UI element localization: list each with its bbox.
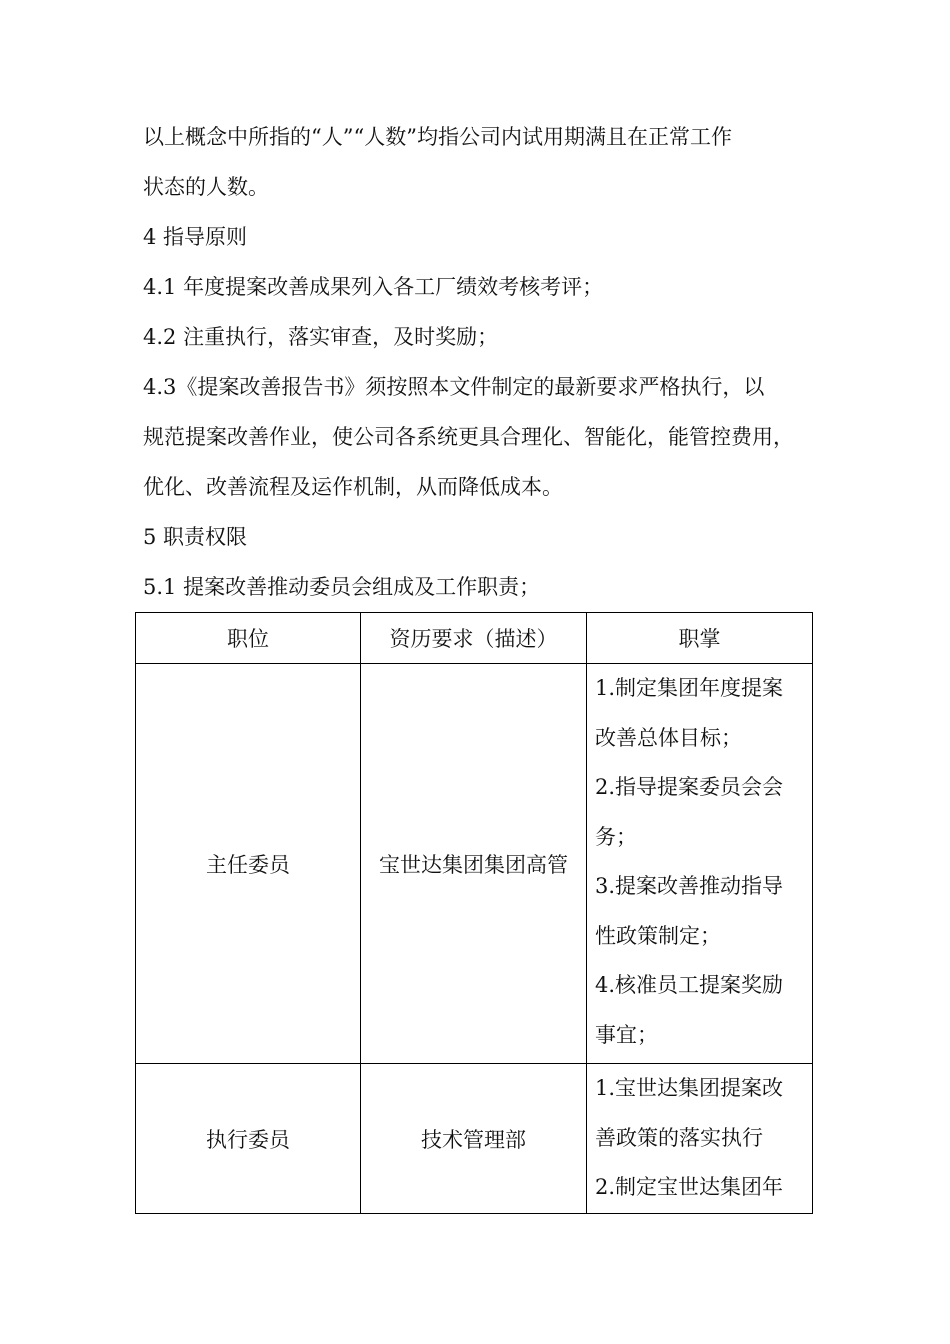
document-body	[143, 112, 813, 612]
committee-table	[135, 612, 813, 1214]
table-row	[136, 1064, 813, 1214]
header-requirement: 资历要求（描述）	[361, 613, 587, 664]
duty-line: 性政策制定；	[595, 923, 721, 948]
paragraph-line: 4.3《提案改善报告书》须按照本文件制定的最新要求严格执行，以	[143, 375, 765, 399]
duty-line: 务；	[595, 824, 637, 849]
cell-position: 主任委员	[136, 664, 361, 1064]
paragraph-line: 状态的人数。	[143, 175, 269, 199]
header-duties: 职掌	[587, 613, 813, 664]
section-heading: 4 指导原则	[143, 225, 248, 249]
cell-requirement: 宝世达集团集团高管	[361, 664, 587, 1064]
duty-line: 4.核准员工提案奖励	[595, 973, 784, 997]
duty-line: 3.提案改善推动指导	[595, 874, 784, 898]
paragraph-line: 规范提案改善作业，使公司各系统更具合理化、智能化，能管控费用，	[143, 425, 794, 449]
paragraph-line: 4.2 注重执行，落实审查，及时奖励；	[143, 325, 499, 349]
paragraph-line: 4.1 年度提案改善成果列入各工厂绩效考核考评；	[143, 275, 604, 299]
table-header-row	[136, 613, 813, 664]
paragraph-line: 以上概念中所指的“人”“人数”均指公司内试用期满且在正常工作	[143, 125, 732, 149]
duty-line: 改善总体目标；	[595, 725, 742, 750]
paragraph-line: 5.1 提案改善推动委员会组成及工作职责；	[143, 575, 541, 599]
duty-line: 1.宝世达集团提案改	[595, 1076, 784, 1100]
duty-line: 善政策的落实执行	[595, 1125, 763, 1150]
header-position: 职位	[136, 613, 361, 664]
table-row	[136, 664, 813, 1064]
paragraph-line: 优化、改善流程及运作机制，从而降低成本。	[143, 475, 563, 499]
duty-line: 1.制定集团年度提案	[595, 676, 784, 700]
duty-line: 2.指导提案委员会会	[595, 775, 784, 799]
duty-line: 事宜；	[595, 1022, 658, 1047]
section-heading: 5 职责权限	[143, 525, 248, 549]
cell-duties	[587, 664, 813, 1064]
duty-line: 2.制定宝世达集团年	[595, 1175, 784, 1199]
cell-duties	[587, 1064, 813, 1214]
cell-position: 执行委员	[136, 1064, 361, 1214]
cell-requirement: 技术管理部	[361, 1064, 587, 1214]
